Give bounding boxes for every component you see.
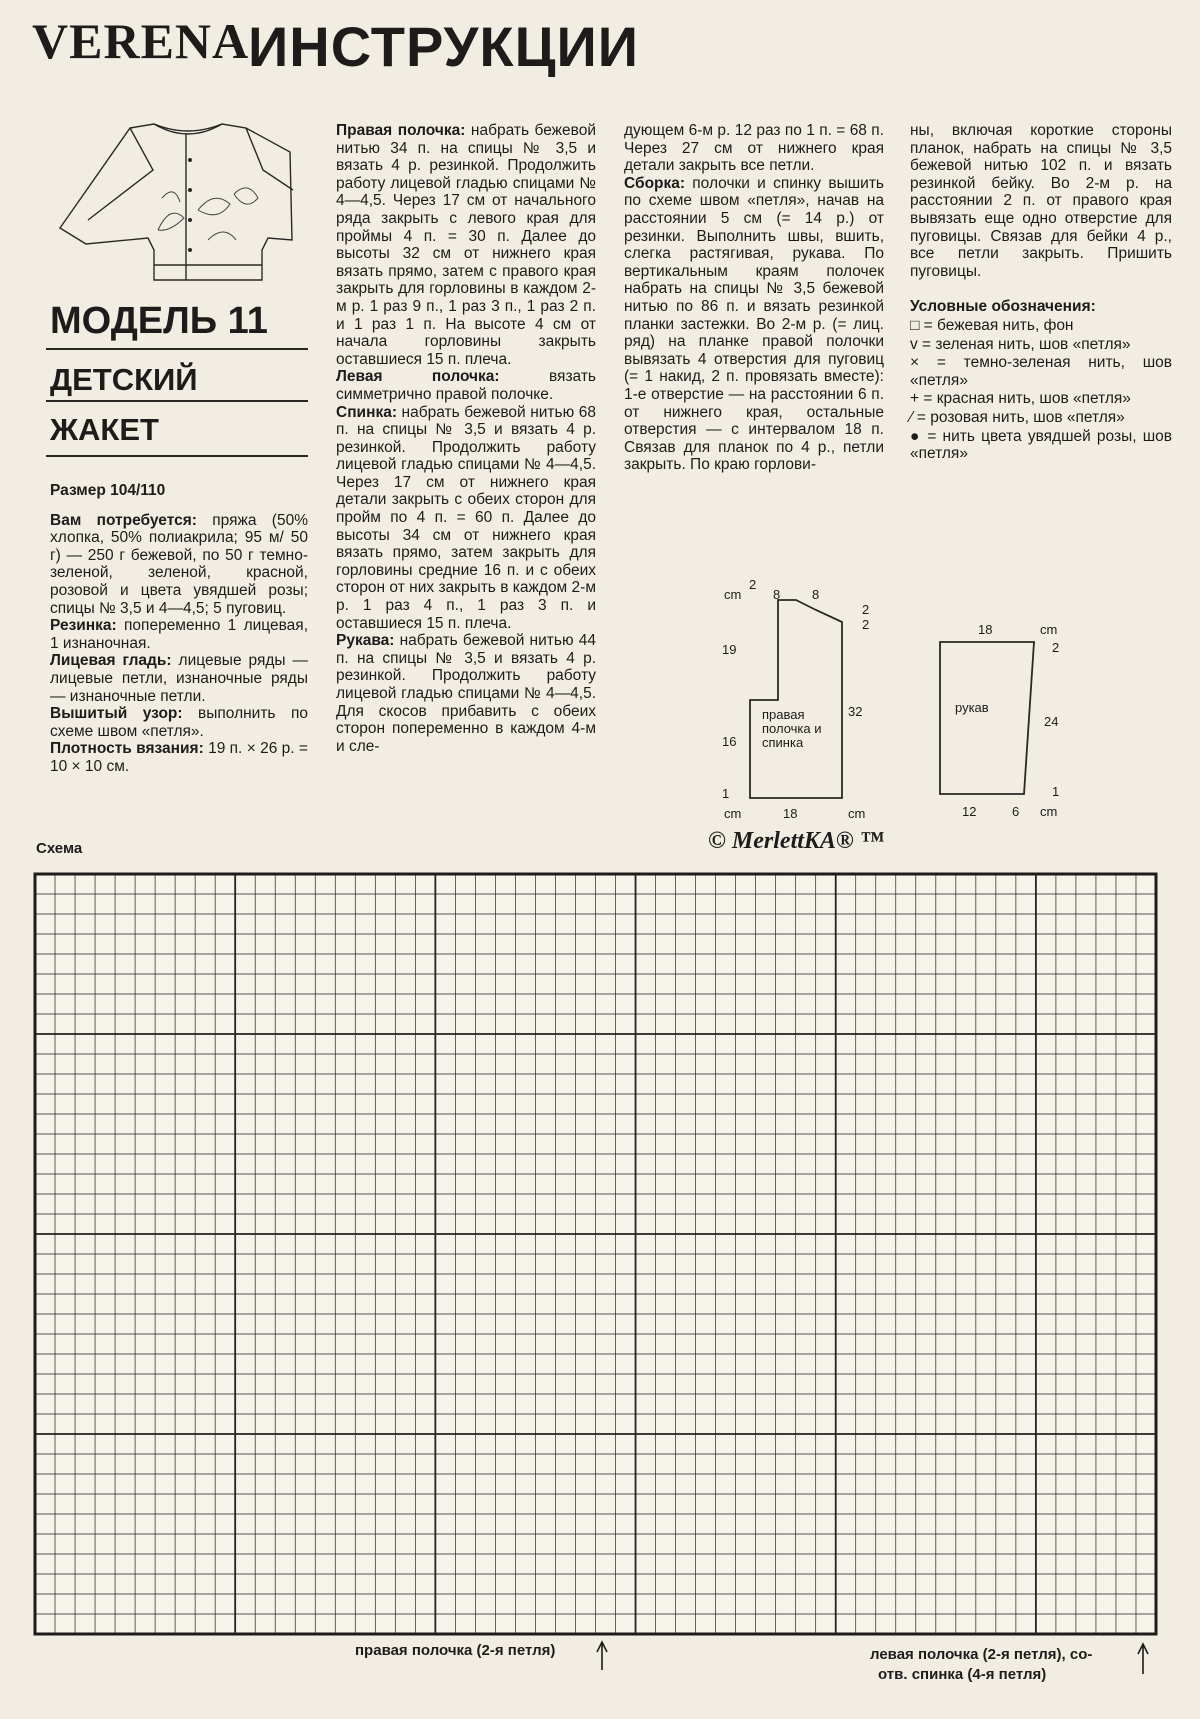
right-front-marker: правая полочка (2-я петля) — [355, 1642, 556, 1659]
left-front-marker-2: отв. спинка (4-я петля) — [878, 1666, 1047, 1683]
size-label: Размер 104/110 — [50, 482, 166, 499]
up-arrow-icon — [595, 1640, 609, 1672]
legend-item: ⁄ = розовая нить, шов «петля» — [910, 408, 1125, 426]
sleeve-pattern-schematic — [930, 620, 1050, 810]
model-title-line1: ДЕТСКИЙ — [50, 362, 198, 397]
copyright-watermark: © MerlettKA® ™ — [708, 828, 884, 854]
column-4: ны, включая короткие стороны планок, набрать на спицы № 3,5 бежевой нитью 102 п. и вязать резинкой бейку. Во 2-м р. на расстоянии 2 п. от правого края вывязать еще одно отверстие для пуговицы. Связав для бейки 4 р., все петли закрыть. Пришить пуговицы. Условные обозначения: □ = бежевая нить, фон v = зеленая нить, шов «петля» × = темно-зеленая нить, шов «петля» + = красная нить, шов «петля» ⁄ = розовая нить, шов «петля» ● = нить цвета увядшей розы, шов «петля» — [910, 122, 1172, 463]
column-3: дующем 6-м р. 12 раз по 1 п. = 68 п. Через 27 см от нижнего края детали закрыть все петли. Сборка: полочки и спинку вышить по схеме швом «петля», начав на расстоянии 5 см (= 14 р.) от резинки. Выполнить швы, вшить, слегка растягивая, рукава. По вертикальным краям полочек набрать на спицы № 3,5 бежевой нитью по 86 п. и вязать резинкой планки застежки. Во 2-м р. (= лиц. ряд) на планке правой полочки вывязать 4 отверстия для пуговиц (= 1 накид, 2 п. провязать вместе): 1-е отверстие — на расстоянии 6 п. от нижнего края, остальные отверстия — с интервалом 18 п. Связав для планок по 4 р., петли закрыть. По краю горлови- — [624, 122, 884, 474]
model-title-line2: ЖАКЕТ — [50, 412, 159, 447]
column-1: Размер 104/110 Вам потребуется: пряжа (50% хлопка, 50% полиакрила; 95 м/ 50 г) — 250 г бежевой, по 50 г темно-зеленой, зеленой, красной, розовой и цвета увядшей розы; спицы № 3,5 и 4—4,5; 5 пуговиц. Резинка: попеременно 1 лицевая, 1 изнаночная. Лицевая гладь: лицевые ряды — лицевые петли, изнаночные ряды — изнаночные петли. Вышитый узор: выполнить по схеме швом «петля». Плотность вязания: 19 п. × 26 р. = 10 × 10 см. — [50, 482, 309, 775]
up-arrow-icon — [1136, 1642, 1150, 1676]
legend-title: Условные обозначения: — [910, 298, 1096, 316]
legend-item: ● = нить цвета увядшей розы, шов «петля» — [910, 427, 1172, 463]
legend-item: v = зеленая нить, шов «петля» — [910, 335, 1131, 353]
jacket-illustration — [58, 120, 298, 290]
legend-item: □ = бежевая нить, фон — [910, 316, 1074, 334]
brand-logo: VERENA — [32, 13, 250, 69]
embroidery-chart — [33, 872, 1158, 1636]
model-number: МОДЕЛЬ 11 — [50, 300, 268, 342]
left-front-marker-1: левая полочка (2-я петля), со- — [870, 1646, 1093, 1663]
legend-item: × = темно-зеленая нить, шов «петля» — [910, 354, 1172, 389]
column-2: Правая полочка: набрать бежевой нитью 34 п. на спицы № 3,5 и вязать 4 р. резинкой. Продолжить работу лицевой гладью спицами № 4—4,5. Через 17 см от начального ряда закрыть с левого края для проймы 4 п. = 30 п. Далее до высоты 32 см от нижнего края вязать прямо, затем с правого края закрыть для горловины в каждом 2-м р. 1 раз 9 п., 1 раз 3 п., 1 раз 2 п. и 1 раз 1 п. На высоте 4 см от начала горловины закрыть оставшиеся 15 п. плеча. Левая полочка: вязать симметрично правой полочке. Спинка: набрать бежевой нитью 68 п. на спицы № 3,5 и вязать 4 р. резинкой. Продолжить работу лицевой гладью спицами № 4—4,5. Через 17 см от нижнего края детали закрыть с обеих сторон для пройм по 4 п. = 60 п. Далее до высоты 34 см от нижнего края вязать прямо, затем закрыть для горловины средние 16 п. и с обеих сторон от них закрыть в каждом 2-м р. 1 раз 4 п., 1 раз 3 п. и оставшиеся 15 п. плеча. Рукава: набрать бежевой нитью 44 п. на спицы № 3,5 и вязать 4 р. резинкой. Продолжить работу лицевой гладью спицами № 4—4,5. Для скосов прибавить с обеих сторон попеременно в каждом 4-м и сле- — [336, 122, 597, 755]
front-piece-label: правая полочка и спинка — [762, 707, 822, 750]
legend-item: + = красная нить, шов «петля» — [910, 390, 1131, 408]
chart-title: Схема — [36, 840, 83, 857]
page-title: ИНСТРУКЦИИ — [248, 15, 639, 78]
sleeve-label: рукав — [955, 700, 989, 715]
